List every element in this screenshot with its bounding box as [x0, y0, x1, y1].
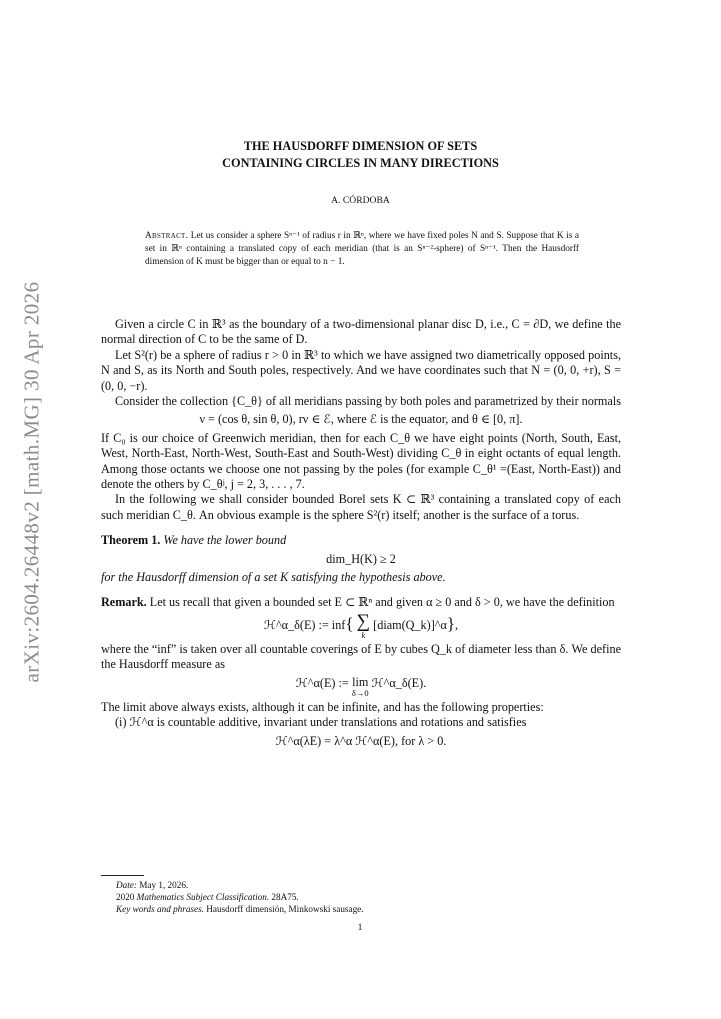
footnote-date — [116, 879, 364, 891]
paragraph-circle-definition: Given a circle C in ℝ³ as the boundary of a two-dimensional planar disc D, i.e., C = ∂D, we define the normal direction of C to be the same of D. — [101, 317, 621, 347]
arxiv-identifier-stamp — [20, 282, 44, 682]
equation-hausdorff-measure — [101, 676, 621, 697]
theorem-label: Theorem 1. — [101, 533, 161, 548]
remark-text: Let us recall that given a bounded set E ⊂ ℝⁿ and given α ≥ 0 and δ > 0, we have the definition — [149, 594, 615, 609]
paragraph-sphere-poles: Let S²(r) be a sphere of radius r > 0 in ℝ³ to which we have assigned two diametrically opposed points, N and S, as its North and South poles, respectively. And we have coordinates such that N = (0, 0, +r), S = (0, 0, −r). — [101, 347, 621, 393]
paragraph-meridians: Consider the collection {C_θ} of all meridians passing by both poles and parametrized by their normals — [115, 394, 621, 409]
remark — [101, 595, 621, 610]
equation-theorem: dim_H(K) ≥ 2 — [326, 551, 396, 566]
footnote-keywords-value: Hausdorff dimensión, Minkowski sausage. — [206, 904, 364, 915]
footnote-keywords-label: Key words and phrases. — [116, 904, 204, 915]
abstract — [145, 230, 579, 268]
paragraph-borel-sets: In the following we shall consider bounded Borel sets K ⊂ ℝ³ containing a translated copy of each such meridian C_θ. An obvious example is the sphere S²(r) itself; another is the surface of a torus. — [101, 492, 621, 522]
abstract-text: Let us consider a sphere Sⁿ⁻¹ of radius r in ℝⁿ, where we have fixed poles N and S. Suppose that K is a set in ℝⁿ containing a translated copy of each meridian (that is an Sⁿ⁻²-sphere) of Sⁿ⁻¹. Then the Hausdorff dimension of K must be bigger than or equal to n − 1. — [145, 231, 579, 267]
title-line-1: THE HAUSDORFF DIMENSION OF SETS — [243, 139, 478, 153]
page-number: 1 — [357, 922, 363, 933]
footnote-divider — [101, 875, 144, 876]
limit-subscript: δ→0 — [351, 687, 369, 698]
equation-scaling: ℋ^α(λE) = λ^α ℋ^α(E), for λ > 0. — [275, 733, 447, 748]
paragraph-coverings: where the “inf” is taken over all countable coverings of E by cubes Q_k of diameter less than δ. We define the Hausdorff measure as — [101, 641, 621, 672]
equation-normals: ν = (cos θ, sin θ, 0), rν ∈ ℰ, where ℰ is the equator, and θ ∈ [0, π]. — [199, 412, 523, 427]
property-item-1: (i) ℋ^α is countable additive, invariant under translations and rotations and satisfies — [115, 715, 527, 730]
limit-operator — [352, 676, 369, 697]
main-body — [101, 317, 621, 752]
summation-symbol: ∑ k — [356, 610, 371, 640]
footnote-keywords — [116, 903, 364, 915]
author-name: A. CÓRDOBA — [331, 195, 390, 206]
equation-measure-rhs: ℋ^α_δ(E). — [371, 675, 427, 690]
equation-hausdorff-content: ℋ^α_δ(E) := inf{ ∑ k [diam(Q_k)]^α}, — [263, 610, 459, 640]
equation-content-lhs: ℋ^α_δ(E) := inf — [263, 617, 346, 632]
footnote-msc-value: 28A75. — [271, 892, 299, 903]
theorem-text: We have the lower bound — [163, 533, 287, 548]
arxiv-id-text: arXiv:2604.26448v2 [math.MG] 30 Apr 2026 — [19, 281, 44, 683]
summation-index: k — [361, 629, 366, 640]
equation-measure-lhs: ℋ^α(E) := — [295, 675, 349, 690]
right-brace-symbol: } — [446, 613, 456, 633]
title-line-2: CONTAINING CIRCLES IN MANY DIRECTIONS — [222, 156, 499, 170]
footnote-date-label: Date: — [116, 880, 137, 890]
remark-label: Remark. — [101, 594, 147, 609]
theorem-statement — [101, 533, 621, 548]
footnotes — [116, 879, 364, 916]
equation-content-body: [diam(Q_k)]^α — [373, 617, 447, 632]
page-title — [100, 138, 621, 172]
paragraph-octants: If C₀ is our choice of Greenwich meridian, then for each C_θ we have eight points (North, South, East, West, North-East, North-West, South-East and South-West) dividing C_θ in eight octants of equal length. Among those octants we choose one not passing by the poles (for example C_θ¹ =(East, North-East)) and denote the others by C_θʲ, j = 2, 3, . . . , 7. — [101, 430, 621, 492]
footnote-msc-label: Mathematics Subject Classification. — [136, 892, 270, 903]
theorem-tail: for the Hausdorff dimension of a set K satisfying the hypothesis above. — [101, 570, 446, 585]
left-brace-symbol: { — [345, 613, 354, 633]
abstract-heading: Abstract. — [145, 231, 189, 241]
footnote-msc-year: 2020 — [116, 892, 135, 903]
footnote-msc — [116, 891, 364, 903]
footnote-date-value: May 1, 2026. — [139, 880, 189, 890]
limit-label: lim — [352, 674, 369, 689]
paragraph-properties: The limit above always exists, although it can be infinite, and has the following properties: — [101, 699, 544, 714]
